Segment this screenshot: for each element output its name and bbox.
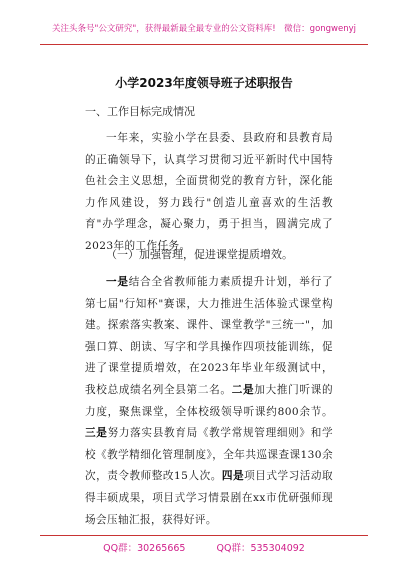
footer-qq-group-1: QQ群：30265665 xyxy=(103,543,186,554)
paragraph-text: 项目式学习活动取得丰硕成果，项目式学习情景剧在xx市优研强师现场会压轴汇报，获得好评。 xyxy=(85,470,333,526)
section-heading: 一、工作目标完成情况 xyxy=(85,105,195,118)
paragraph-intro: 一年来，实验小学在县委、县政府和县教育局的正确领导下，认真学习贯彻习近平新时代中国特色社会主义思想，全面贯彻党的教育方针，深化能力作风建设，努力践行"创造儿童喜欢的生活教育"办学理念，凝心聚力，勇于担当，圆满完成了2023年的工作任务。 xyxy=(85,132,333,252)
lead-in-third: 三是 xyxy=(85,427,108,440)
header-divider xyxy=(40,44,368,45)
paragraph-management xyxy=(85,272,333,531)
lead-in-second: 二是 xyxy=(231,383,255,396)
footer-divider xyxy=(40,535,368,536)
header-banner: 关注头条号"公文研究"，获得最新最全最专业的公文资料库! 微信：gongwenyj xyxy=(51,24,357,34)
paragraph-text: 努力落实县教育局《教学常规管理细则》和学校《教学精细化管理制度》，全年共巡课查课130余次，责令教师整改15人次。 xyxy=(85,427,333,483)
paragraph-text: 结合全省教师能力素质提升计划，举行了第七届"行知杯"赛课，大力推进生活体验式课堂构建。探索落实教案、课件、课堂教学"三统一"，加强口算、朗读、写字和学具操作四项技能训练，促进了课堂提质增效，在2023年毕业年级测试中，我校总成绩名列全县第二名。 xyxy=(85,276,333,396)
footer xyxy=(0,540,408,554)
footer-qq-group-2: QQ群：535304092 xyxy=(216,543,305,554)
paragraph-text: 加大推门听课的力度，聚焦课堂，全体校级领导听课约800余节。 xyxy=(85,383,333,418)
lead-in-fourth: 四是 xyxy=(221,470,245,483)
lead-in-first: 一是 xyxy=(106,276,129,288)
document-title: 小学2023年度领导班子述职报告 xyxy=(115,76,293,90)
subsection-heading: （一）加强管理，促进课堂提质增效。 xyxy=(106,248,293,261)
